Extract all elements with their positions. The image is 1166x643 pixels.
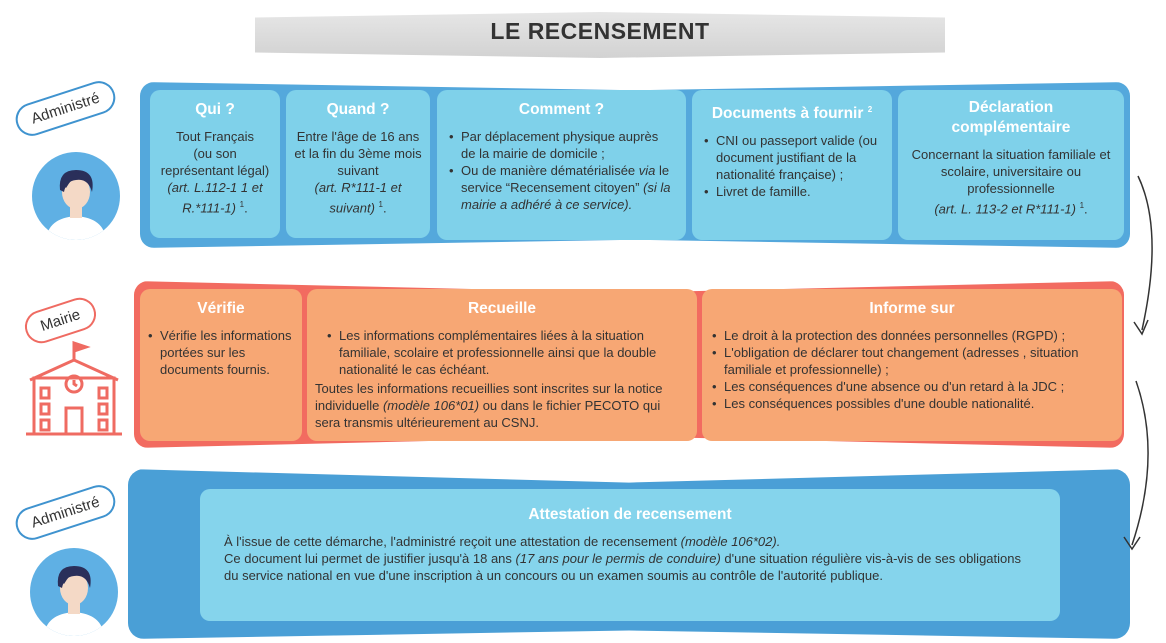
card-heading: Déclaration complémentaire <box>951 99 1071 136</box>
card-heading: Qui ? <box>195 101 235 118</box>
flow-arrow-icon <box>1120 170 1166 345</box>
flow-arrow-icon <box>1110 375 1160 555</box>
list-item: • Le droit à la protection des données personnelles (RGPD) ; <box>712 327 1112 344</box>
list-item: • L'obligation de déclarer tout changement (adresses , situation familiale et professionnelle) ; <box>712 344 1112 378</box>
list-item: • Livret de famille. <box>704 183 880 200</box>
card-documents <box>692 90 892 240</box>
list-item: • Ou de manière dématérialisée via le service “Recensement citoyen” (si la mairie a adhéré à ce service). <box>449 162 674 213</box>
list-item: • Les conséquences possibles d'une double nationalité. <box>712 395 1112 412</box>
card-heading: Informe sur <box>869 300 955 317</box>
card-recueille: Recueille • Les informations complémentaires liées à la situation familiale, scolaire et professionnelle ainsi que la double nationalité le cas échéant. Toutes les informations recueillies sont inscrites sur la notice individuelle (modèle 106*01) ou dans le fichier PECOTO qui sera transmis ultérieurement au CSNJ. <box>307 289 697 441</box>
card-qui: Qui ? Tout Français (ou son représentant légal) (art. L.112-1 1 et R.*111-1) $^1$. <box>150 90 280 238</box>
card-heading: Recueille <box>467 300 537 317</box>
list-item: • Vérifie les informations portées sur les documents fournis. <box>148 327 294 378</box>
card-heading: Quand ? <box>326 101 390 118</box>
tag-mairie: Mairie <box>21 294 100 348</box>
person-icon <box>30 548 118 636</box>
town-hall-icon <box>24 338 124 438</box>
list-item: • Par déplacement physique auprès de la mairie de domicile ; <box>449 128 674 162</box>
card-heading: Documents à fournir $^2$ <box>711 105 873 123</box>
person-icon <box>32 152 120 240</box>
card-informe <box>702 289 1122 441</box>
tag-administre-top: Administré <box>11 77 119 140</box>
card-quand: Quand ? Entre l'âge de 16 ans et la fin du 3ème mois suivant (art. R*111-1 et suivant) $^1$. <box>286 90 430 238</box>
card-comment <box>437 90 686 240</box>
card-heading: Vérifie <box>197 300 245 317</box>
card-attestation: Attestation de recensement À l'issue de cette démarche, l'administré reçoit une attestation de recensement (modèle 106*02). Ce document lui permet de justifier jusqu'à 18 ans (17 ans pour le permis de conduire) d'une situation régulière vis-à-vis de ses obligations du service national en vue d'une inscription à un concours ou un examen soumis au contrôle de l'autorité publique. <box>200 489 1060 621</box>
list-item: • Les informations complémentaires liées à la situation familiale, scolaire et professionnelle ainsi que la double nationalité le cas échéant. <box>327 327 689 378</box>
card-declaration: Déclaration complémentaire Concernant la situation familiale et scolaire, universitaire ou professionnelle (art. L. 113-2 et R*111-1) $^1$. <box>898 90 1124 240</box>
tag-administre-bottom: Administré <box>11 481 119 544</box>
card-heading: Attestation de recensement <box>528 506 732 523</box>
card-heading: Comment ? <box>518 101 605 118</box>
list-item: • Les conséquences d'une absence ou d'un retard à la JDC ; <box>712 378 1112 395</box>
page-title: LE RECENSEMENT <box>490 18 710 44</box>
list-item: • CNI ou passeport valide (ou document justifiant de la nationalité française) ; <box>704 132 880 183</box>
card-verifie <box>140 289 302 441</box>
